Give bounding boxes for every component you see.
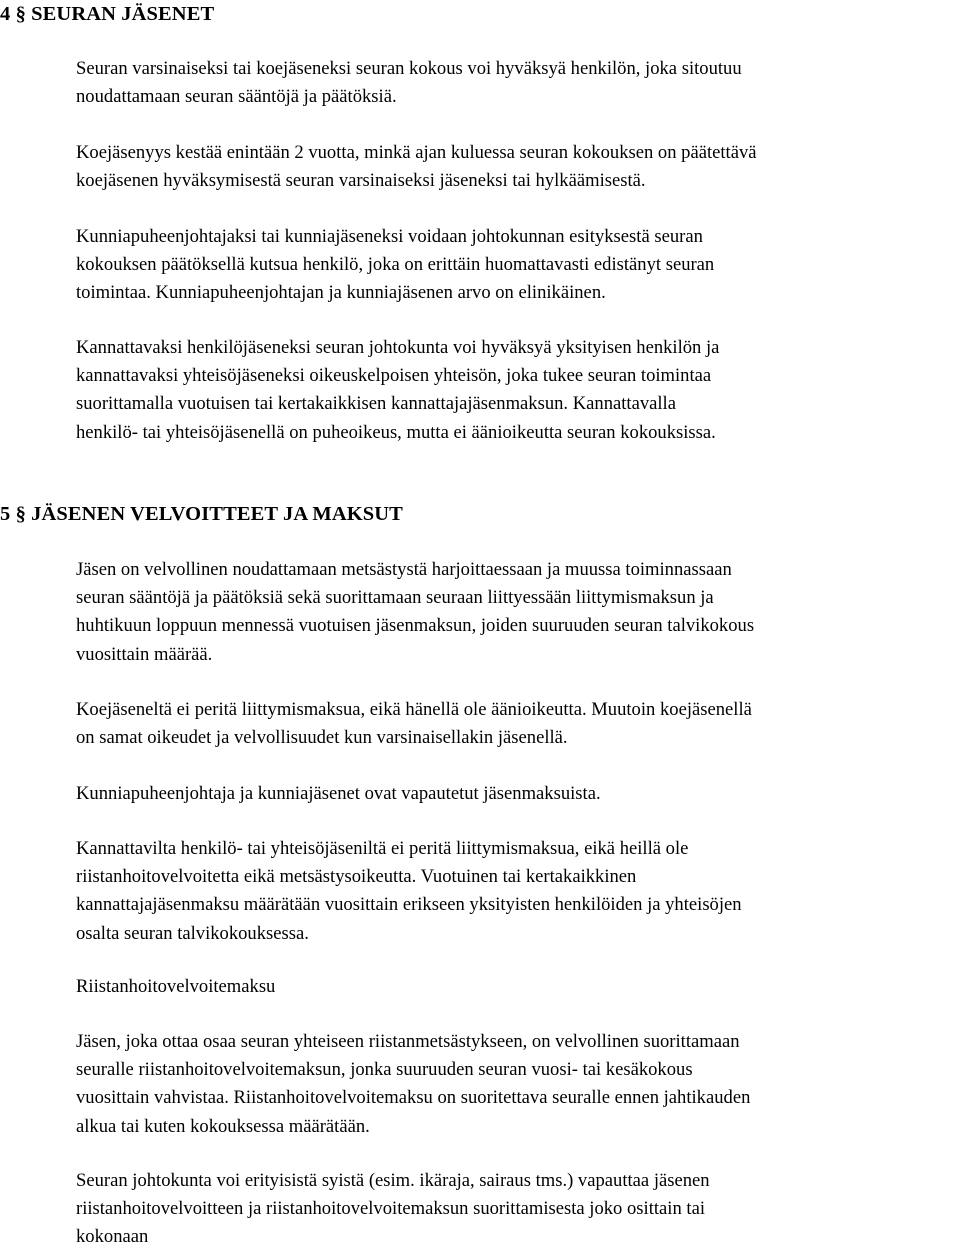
text-line: henkilö- tai yhteisöjäsenellä on puheoikeus, mutta ei äänioikeutta seuran kokouksissa. [76, 421, 716, 443]
section-4-paragraph-4 [76, 334, 960, 447]
text-line: kannattajajäsenmaksu määrätään vuosittain erikseen yksityisten henkilöiden ja yhteisöjen [76, 894, 742, 916]
text-line: seuran sääntöjä ja päätöksiä sekä suorittamaan seuraan liittyessään liittymismaksun ja [76, 587, 714, 609]
text-line: seuralle riistanhoitovelvoitemaksun, jonka suuruuden seuran vuosi- tai kesäkokous [76, 1059, 693, 1081]
section-5-paragraph-4 [76, 835, 960, 948]
text-line: Jäsen on velvollinen noudattamaan metsästystä harjoittaessaan ja muussa toiminnassaan [76, 559, 732, 580]
text-line: Kannattavaksi henkilöjäseneksi seuran johtokunta voi hyväksyä yksityisen henkilön ja [76, 337, 720, 358]
section-5-paragraph-5 [76, 1028, 960, 1141]
text-line: Jäsen, joka ottaa osaa seuran yhteiseen riistanmetsästykseen, on velvollinen suorittamaan [76, 1031, 740, 1052]
text-line: Koejäsenyys kestää enintään 2 vuotta, minkä ajan kuluessa seuran kokouksen on päätettävä [76, 142, 757, 163]
text-line: vuosittain vahvistaa. Riistanhoitovelvoitemaksu on suoritettava seuralle ennen jahtikauden [76, 1087, 751, 1109]
text-line: kokouksen päätöksellä kutsua henkilö, joka on erittäin huomattavasti edistänyt seuran [76, 254, 715, 276]
text-line: koejäsenen hyväksymisestä seuran varsinaiseksi jäseneksi tai hylkäämisestä. [76, 170, 646, 192]
section-4-paragraph-3 [76, 223, 960, 308]
section-5-paragraph-2 [76, 696, 960, 752]
text-line: Seuran johtokunta voi erityisistä syistä (esim. ikäraja, sairaus tms.) vapauttaa jäsenen [76, 1170, 710, 1191]
text-line: noudattamaan seuran sääntöjä ja päätöksiä. [76, 86, 397, 108]
text-line: kannattavaksi yhteisöjäseneksi oikeuskelpoisen yhteisön, joka tukee seuran toimintaa [76, 365, 712, 387]
text-line: Kunniapuheenjohtajaksi tai kunniajäseneksi voidaan johtokunnan esityksestä seuran [76, 226, 703, 247]
text-line: Riistanhoitovelvoitemaksu [76, 976, 276, 997]
text-line: suorittamalla vuotuisen tai kertakaikkisen kannattajajäsenmaksun. Kannattavalla [76, 393, 676, 415]
text-line: osalta seuran talvikokouksessa. [76, 922, 309, 944]
section-4-heading: 4 § SEURAN JÄSENET [0, 3, 215, 25]
text-line: Koejäseneltä ei peritä liittymismaksua, eikä hänellä ole äänioikeutta. Muutoin koejäsenellä [76, 699, 752, 720]
text-line: alkua tai kuten kokouksessa määrätään. [76, 1115, 370, 1137]
section-5-subheading-riistanhoito [76, 973, 960, 1001]
section-5-paragraph-6 [76, 1167, 960, 1252]
text-line: Kannattavilta henkilö- tai yhteisöjäseniltä ei peritä liittymismaksua, eikä heillä ole [76, 838, 689, 859]
section-5-heading: 5 § JÄSENEN VELVOITTEET JA MAKSUT [0, 503, 403, 525]
text-line: Kunniapuheenjohtaja ja kunniajäsenet ovat vapautetut jäsenmaksuista. [76, 783, 601, 804]
text-line: huhtikuun loppuun mennessä vuotuisen jäsenmaksun, joiden suuruuden seuran talvikokous [76, 615, 755, 637]
section-5-paragraph-3 [76, 780, 960, 808]
text-line: riistanhoitovelvoitetta eikä metsästysoikeutta. Vuotuinen tai kertakaikkinen [76, 866, 637, 888]
section-4-paragraph-1 [76, 55, 960, 111]
section-5-paragraph-1 [76, 556, 960, 669]
text-line: kokonaan [76, 1226, 149, 1248]
text-line: vuosittain määrää. [76, 643, 213, 665]
section-4-paragraph-2 [76, 139, 960, 195]
text-line: toimintaa. Kunniapuheenjohtajan ja kunniajäsenen arvo on elinikäinen. [76, 282, 606, 304]
text-line: Seuran varsinaiseksi tai koejäseneksi seuran kokous voi hyväksyä henkilön, joka sitoutuu [76, 58, 742, 79]
text-line: riistanhoitovelvoitteen ja riistanhoitovelvoitemaksun suorittamisesta joko osittain tai [76, 1198, 705, 1220]
text-line: on samat oikeudet ja velvollisuudet kun varsinaisellakin jäsenellä. [76, 727, 568, 749]
